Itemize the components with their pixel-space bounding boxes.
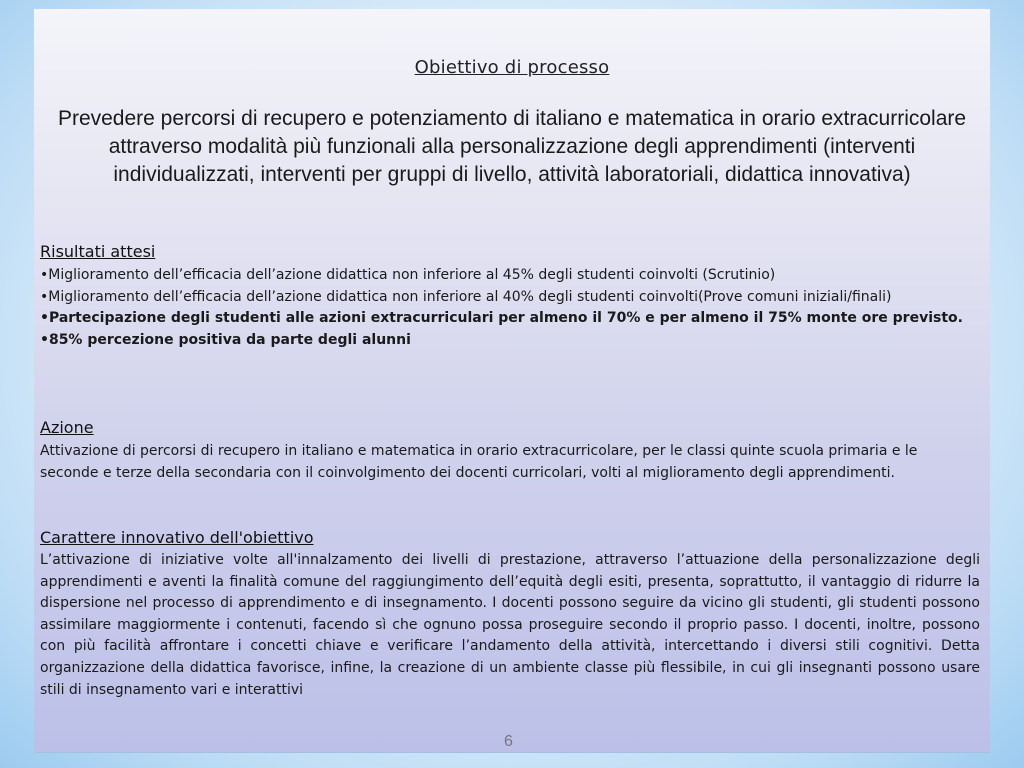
carattere-heading: Carattere innovativo dell'obiettivo <box>40 528 314 547</box>
carattere-body: L’attivazione di iniziative volte all'innalzamento dei livelli di prestazione, attraverso l’attuazione della personalizzazione degli apprendimenti e aventi la finalità comune del raggiungimento dell’equità degli esiti, presenta, soprattutto, il vantaggio di ridurre la dispersione nel processo di apprendimento e di insegnamento. I docenti possono seguire da vicino gli studenti, gli studenti possono assimilare maggiormente i contenuti, facendo sì che ognuno possa proseguire secondo il proprio passo. I docenti, inoltre, possono con più facilità affrontare i concetti chiave e verificare l’andamento della attività, intercettando i diversi stili cognitivi. Detta organizzazione della didattica favorisce, infine, la creazione di un ambiente classe più flessibile, in cui gli insegnanti possono usare stili di insegnamento vari e interattivi <box>40 552 980 698</box>
bottom-divider <box>34 752 990 753</box>
risultati-item: •Miglioramento dell’efficacia dell’azione didattica non inferiore al 40% degli studenti coinvolti(Prove comuni iniziali/finali) <box>40 288 892 305</box>
azione-heading: Azione <box>40 418 94 437</box>
risultati-item: •Partecipazione degli studenti alle azioni extracurriculari per almeno il 70% e per almeno il 75% monte ore previsto. <box>40 310 963 327</box>
objective-statement: Prevedere percorsi di recupero e potenziamento di italiano e matematica in orario extracurricolare attraverso modalità più funzionali alla personalizzazione degli apprendimenti (interventi individualizzati, interventi per gruppi di livello, attività laboratoriali, didattica innovativa) <box>57 107 967 186</box>
risultati-list <box>40 265 980 351</box>
risultati-heading: Risultati attesi <box>40 242 156 261</box>
slide-title: Obiettivo di processo <box>414 57 610 78</box>
slide-panel <box>34 9 990 752</box>
azione-body: Attivazione di percorsi di recupero in italiano e matematica in orario extracurricolare, per le classi quinte scuola primaria e le seconde e terze della secondaria con il coinvolgimento dei docenti curricolari, volti al miglioramento degli apprendimenti. <box>40 443 918 481</box>
risultati-item: •85% percezione positiva da parte degli alunni <box>40 331 411 348</box>
risultati-item: •Miglioramento dell’efficacia dell’azione didattica non inferiore al 45% degli studenti coinvolti (Scrutinio) <box>40 267 776 283</box>
page-number: 6 <box>504 733 513 750</box>
